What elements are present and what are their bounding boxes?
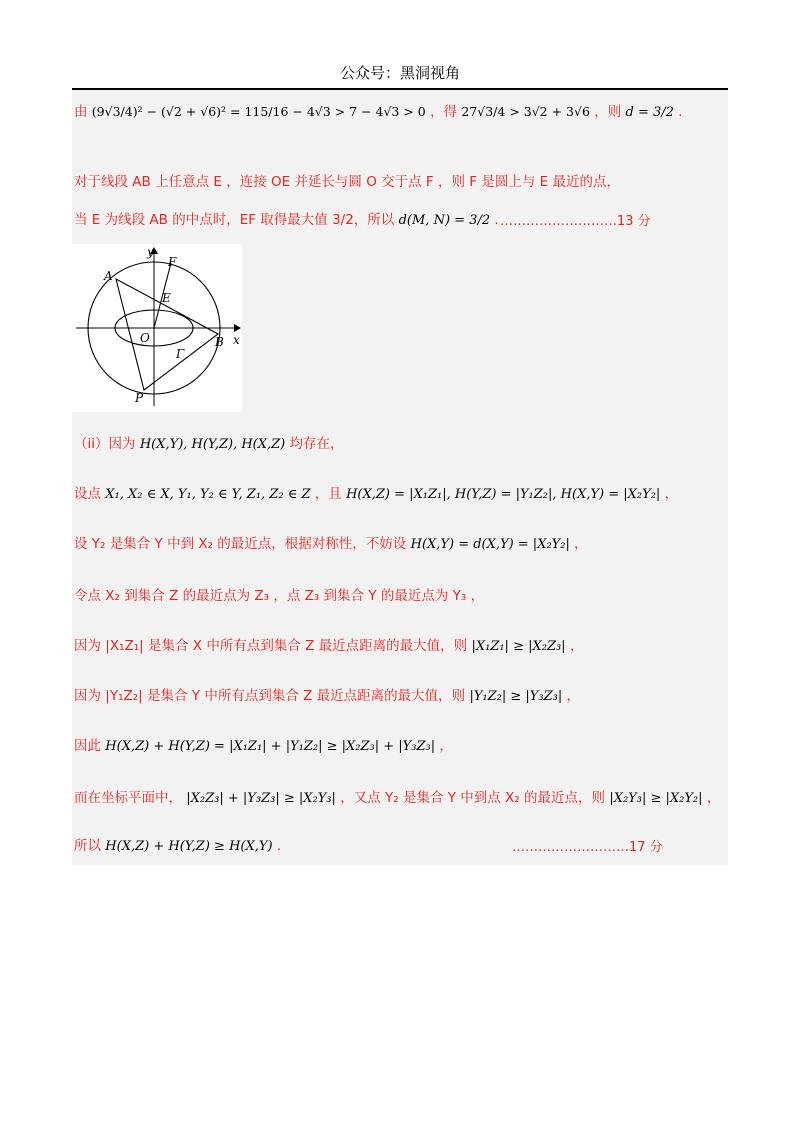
solution-line-11: 而在坐标平面中， |X₂Z₃| + |Y₃Z₃| ≥ |X₂Y₃| ，又点 Y₂ 是集合 Y 中到点 X₂ 的最近点，则 |X₂Y₃| ≥ |X₂Y₂| ，: [74, 790, 721, 806]
solution-line-1: 由 (9√3/4)² − (√2 + √6)² = 115/16 − 4√3 > 7 − 4√3 > 0 ，得 27√3/4 > 3√2 + 3√6 ，则 d = 3/2 .: [74, 104, 683, 120]
label-a: A: [104, 269, 113, 283]
score-13: ………………………13 分: [500, 214, 651, 229]
solution-line-7: 令点 X₂ 到集合 Z 的最近点为 Z₃ ，点 Z₃ 到集合 Y 的最近点为 Y₃ ，: [74, 588, 485, 604]
label-b: B: [215, 335, 224, 349]
x1z1-inequality: |X₁Z₁| ≥ |X₂Z₃|: [471, 639, 566, 654]
solution-line-2: 对于线段 AB 上任意点 E ，连接 OE 并延长与圆 O 交于点 F ，则 F 是圆上与 E 最近的点，: [74, 174, 620, 190]
triangle-inequality: |X₂Z₃| + |Y₃Z₃| ≥ |X₂Y₃|: [186, 791, 336, 806]
nearest-inequality: |X₂Y₃| ≥ |X₂Y₂|: [609, 791, 703, 806]
hausdorff-set: H(X,Y), H(Y,Z), H(X,Z): [139, 437, 286, 452]
geometry-figure: [72, 244, 242, 412]
inequality-result: 27√3/4 > 3√2 + 3√6: [461, 104, 590, 119]
hausdorff-definitions: H(X,Z) = |X₁Z₁|, H(Y,Z) = |Y₁Z₂|, H(X,Y) = |X₂Y₂|: [346, 487, 661, 502]
inequality-expression: (9√3/4)² − (√2 + √6)² = 115/16 − 4√3 > 7 − 4√3 > 0: [91, 104, 426, 119]
label-p: P: [135, 391, 144, 405]
point-membership: X₁, X₂ ∈ X, Y₁, Y₂ ∈ Y, Z₁, Z₂ ∈ Z: [105, 487, 311, 502]
solution-line-4: （ii）因为 H(X,Y), H(Y,Z), H(X,Z) 均存在，: [74, 436, 344, 452]
label-gamma: Γ: [176, 347, 185, 361]
label-x: x: [233, 333, 240, 347]
circle-ellipse-diagram: [72, 244, 242, 412]
label-o: O: [140, 331, 150, 345]
solution-line-8: 因为 |X₁Z₁| 是集合 X 中所有点到集合 Z 最近点距离的最大值，则 |X₁Z₁| ≥ |X₂Z₃| ，: [74, 638, 584, 654]
y1z2-inequality: |Y₁Z₂| ≥ |Y₃Z₃|: [469, 689, 563, 704]
label-e: E: [162, 291, 171, 305]
solution-line-6: 设 Y₂ 是集合 Y 中到 X₂ 的最近点，根据对称性，不妨设 H(X,Y) = d(X,Y) = |X₂Y₂| ，: [74, 536, 588, 552]
distance-result: d(M, N) = 3/2: [398, 213, 491, 228]
hxy-equality: H(X,Y) = d(X,Y) = |X₂Y₂|: [410, 537, 570, 552]
page-header: 公众号：黑洞视角: [339, 64, 460, 82]
solution-line-9: 因为 |Y₁Z₂| 是集合 Y 中所有点到集合 Z 最近点距离的最大值，则 |Y₁Z₂| ≥ |Y₃Z₃| ，: [74, 688, 581, 704]
solution-line-5: 设点 X₁, X₂ ∈ X, Y₁, Y₂ ∈ Y, Z₁, Z₂ ∈ Z ，且 H(X,Z) = |X₁Z₁|, H(Y,Z) = |Y₁Z₂|, H(X,Y) = |X₂Y₂| ，: [74, 486, 679, 502]
sum-inequality: H(X,Z) + H(Y,Z) = |X₁Z₁| + |Y₁Z₂| ≥ |X₂Z₃| + |Y₃Z₃|: [105, 739, 436, 754]
solution-line-12: 所以 H(X,Z) + H(Y,Z) ≥ H(X,Y) .: [74, 838, 282, 854]
label-f: F: [168, 255, 177, 269]
solution-line-10: 因此 H(X,Z) + H(Y,Z) = |X₁Z₁| + |Y₁Z₂| ≥ |X₂Z₃| + |Y₃Z₃| ，: [74, 738, 453, 754]
score-17: ………………………17 分: [512, 840, 663, 855]
label-y: y: [147, 245, 154, 259]
d-value: d = 3/2: [625, 105, 674, 120]
final-conclusion: H(X,Z) + H(Y,Z) ≥ H(X,Y): [105, 839, 273, 854]
solution-line-3: 当 E 为线段 AB 的中点时，EF 取得最大值 3/2，所以 d(M, N) = 3/2 .: [74, 212, 499, 228]
